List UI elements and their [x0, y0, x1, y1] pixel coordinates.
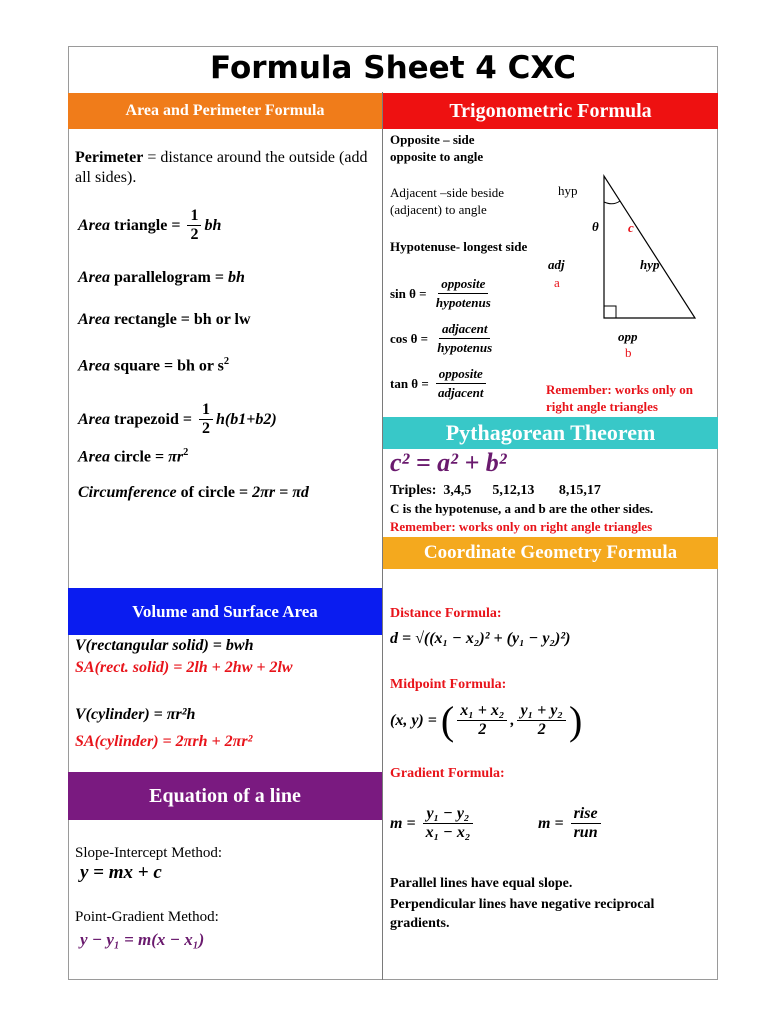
trapezoid-num: 1	[199, 401, 213, 420]
gradient-formula	[390, 805, 476, 842]
label-hyp-top: hyp	[558, 183, 578, 198]
area-rectangle	[78, 311, 251, 329]
area-word: Area	[78, 269, 110, 286]
rise-num: rise	[571, 805, 601, 824]
cos-den: hypotenus	[437, 340, 493, 355]
volume-header-text: Volume and Surface Area	[132, 601, 318, 621]
area-word: Area	[78, 311, 110, 328]
midpoint-den-x: 2	[478, 721, 487, 738]
rise-run-fraction	[571, 805, 601, 842]
trapezoid-rhs: h(b1+b2)	[216, 410, 277, 428]
comma: ,	[510, 711, 515, 729]
label-hyp: hyp	[640, 257, 660, 272]
area-word: Area	[78, 448, 110, 466]
cos-lhs: cos θ =	[390, 330, 432, 346]
tan-num: opposite	[436, 365, 486, 384]
midpoint-fraction-x	[457, 702, 507, 739]
angle-arc	[604, 201, 620, 204]
label-opp: opp	[618, 329, 638, 344]
coord-header	[383, 537, 718, 569]
perpendicular-note: Perpendicular lines have negative reciprocal gradients.	[390, 897, 655, 931]
parallelogram-rhs: bh	[227, 269, 245, 286]
hypotenuse-definition: Hypotenuse- longest side	[390, 239, 528, 254]
label-a: a	[554, 275, 560, 290]
point-label: Point-Gradient Method:	[75, 909, 219, 925]
paren-open: (	[440, 698, 455, 743]
gradient-den: x₁ − x₂	[425, 824, 471, 841]
rectangle-label: rectangle =	[110, 311, 194, 328]
circumference	[78, 484, 309, 502]
midpoint-lhs: (x, y) =	[390, 711, 441, 729]
perimeter-definition: = distance around the outside (add all sides).	[75, 149, 368, 186]
circle-sup: 2	[183, 447, 189, 458]
tan-den: adjacent	[438, 385, 484, 400]
circle-label: circle =	[110, 448, 169, 466]
perimeter-term: Perimeter	[75, 149, 144, 166]
area-word: Area	[78, 357, 110, 375]
sin-num: opposite	[438, 275, 488, 294]
gradient-num: y₁ − y₂	[423, 805, 472, 824]
square-label: square =	[110, 357, 178, 375]
sin-fraction	[433, 275, 494, 312]
cos-num: adjacent	[439, 320, 491, 339]
volume-header	[68, 588, 382, 635]
paren-close: )	[568, 698, 583, 743]
right-angle-marker	[604, 306, 616, 318]
triangle-rhs: bh	[204, 216, 222, 234]
parallelogram-label: parallelogram =	[110, 269, 228, 286]
triangle-fraction	[187, 207, 201, 244]
sin-den: hypotenus	[435, 295, 491, 310]
opposite-definition: Opposite – side opposite to angle	[390, 132, 484, 164]
area-header-text: Area and Perimeter Formula	[125, 102, 325, 119]
coord-header-text: Coordinate Geometry Formula	[423, 542, 678, 563]
circle-rhs: πr	[168, 448, 184, 466]
label-b: b	[625, 345, 632, 360]
pythag-triples: Triples: 3,4,5 5,12,13 8,15,17	[390, 483, 601, 498]
tan-fraction	[435, 365, 487, 402]
midpoint-num-y: y₁ + y₂	[517, 702, 565, 721]
label-theta: θ	[592, 219, 599, 234]
pythag-note: C is the hypotenuse, a and b are the other sides.	[390, 501, 654, 516]
label-adj: adj	[548, 257, 565, 272]
triangle-den: 2	[190, 226, 199, 243]
square-sup: 2	[223, 356, 230, 367]
circumference-label: of circle =	[176, 484, 253, 501]
page-title: Formula Sheet 4 CXC	[210, 50, 576, 86]
sa-rect: SA(rect. solid) = 2lh + 2hw + 2lw	[75, 659, 293, 676]
midpoint-title: Midpoint Formula:	[390, 677, 507, 692]
midpoint-fraction-y	[517, 702, 565, 739]
tan-formula	[390, 365, 490, 402]
area-triangle	[78, 207, 221, 244]
triangle-shape	[604, 176, 695, 318]
parallel-note: Parallel lines have equal slope.	[390, 876, 573, 891]
line-header	[68, 772, 382, 820]
rise-lhs: m =	[538, 814, 568, 832]
gradient-title: Gradient Formula:	[390, 766, 505, 781]
rectangle-rhs: bh or lw	[193, 311, 251, 328]
sin-formula	[390, 275, 497, 312]
area-header	[68, 93, 382, 129]
pythag-remember: Remember: works only on right angle triangles	[390, 519, 653, 534]
point-formula: y − y₁ = m(x − x₁)	[80, 930, 205, 949]
gradient-fraction	[423, 805, 474, 842]
triangle-num: 1	[187, 207, 201, 226]
pythag-header	[383, 417, 718, 449]
slope-formula: y = mx + c	[80, 862, 162, 883]
midpoint-num-x: x₁ + x₂	[457, 702, 507, 721]
run-den: run	[573, 824, 598, 841]
adjacent-definition: Adjacent –side beside (adjacent) to angle	[390, 185, 505, 217]
distance-title: Distance Formula:	[390, 606, 502, 621]
cos-formula	[390, 320, 498, 357]
column-divider	[382, 92, 383, 980]
trapezoid-den: 2	[202, 420, 210, 437]
trapezoid-fraction	[199, 401, 213, 438]
square-rhs: bh or s	[177, 357, 224, 375]
area-word: Area	[78, 410, 110, 428]
area-circle	[78, 447, 188, 466]
trig-remember: Remember: works only on right angle triangles	[546, 382, 693, 414]
trapezoid-label: trapezoid =	[110, 410, 196, 428]
triangle-label: triangle =	[110, 216, 185, 234]
label-c: c	[628, 220, 634, 235]
gradient-lhs: m =	[390, 814, 420, 832]
trig-header	[383, 93, 718, 129]
midpoint-formula	[390, 697, 582, 744]
pythag-header-text: Pythagorean Theorem	[445, 420, 656, 445]
volume-rect: V(rectangular solid) = bwh	[75, 637, 254, 654]
area-parallelogram	[78, 269, 245, 287]
midpoint-den-y: 2	[537, 721, 546, 738]
area-trapezoid	[78, 401, 277, 438]
trig-header-text: Trigonometric Formula	[449, 99, 652, 122]
slope-label: Slope-Intercept Method:	[75, 845, 223, 861]
perimeter-text	[75, 148, 375, 188]
circumference-word: Circumference	[78, 484, 177, 501]
cos-fraction	[434, 320, 495, 357]
circumference-rhs: 2πr = πd	[252, 484, 309, 501]
volume-cylinder: V(cylinder) = πr²h	[75, 706, 196, 723]
rise-run-formula	[538, 805, 604, 842]
line-header-text: Equation of a line	[149, 784, 301, 807]
distance-formula: d = √((x₁ − x₂)² + (y₁ − y₂)²)	[390, 630, 571, 647]
tan-lhs: tan θ =	[390, 375, 433, 391]
sin-lhs: sin θ =	[390, 285, 430, 301]
area-word: Area	[78, 216, 110, 234]
pythag-formula: c² = a² + b²	[390, 448, 507, 477]
sa-cylinder: SA(cylinder) = 2πrh + 2πr²	[75, 733, 253, 750]
area-square	[78, 356, 229, 375]
